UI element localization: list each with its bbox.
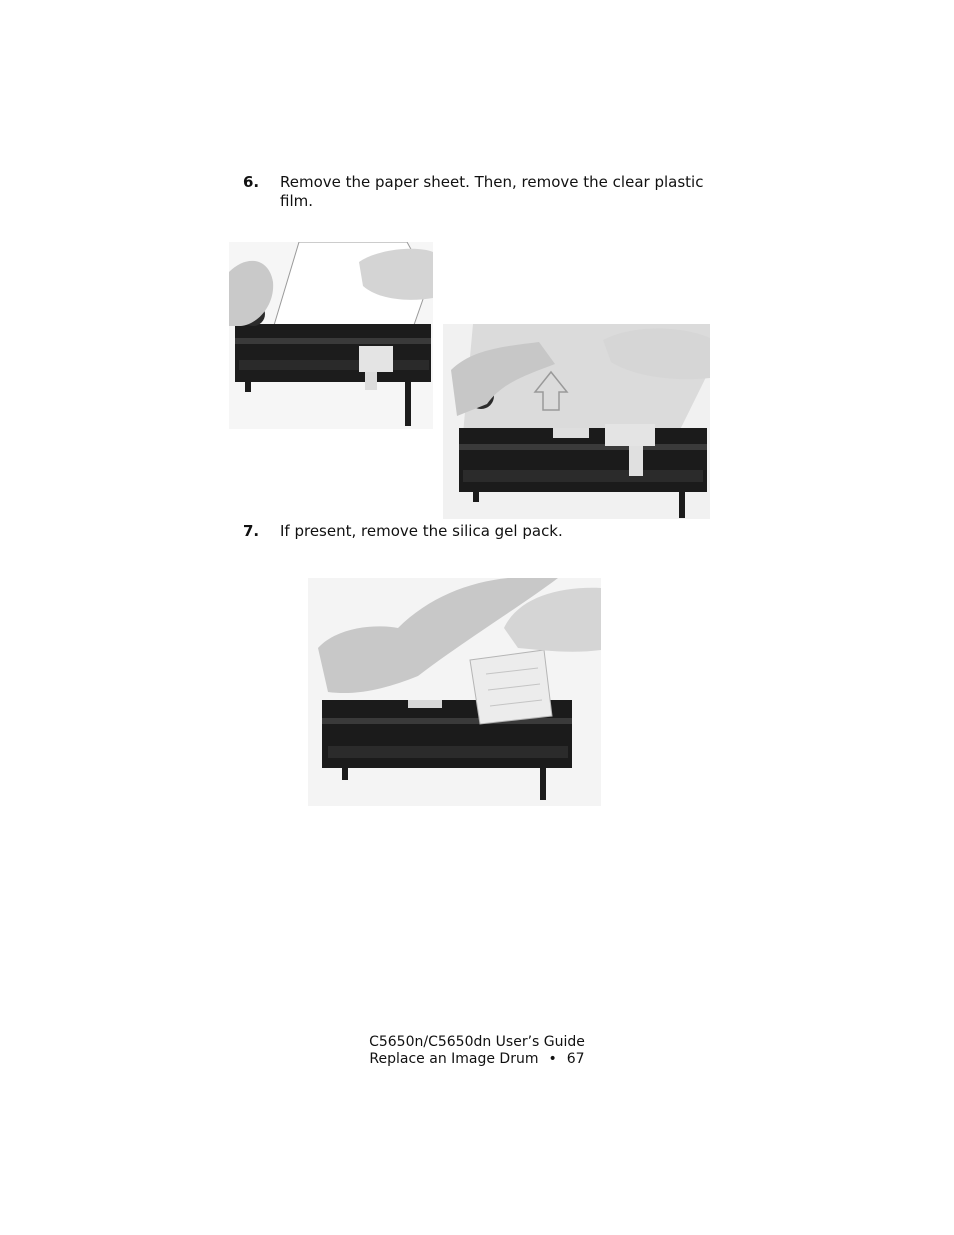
footer-section-name: Replace an Image Drum <box>369 1051 539 1067</box>
step-number: 6. <box>243 173 260 191</box>
step-text: If present, remove the silica gel pack. <box>280 522 563 540</box>
photo-remove-silica-gel-pack <box>308 578 601 806</box>
footer-separator: • <box>548 1051 557 1067</box>
photo-remove-plastic-film <box>443 324 710 519</box>
photo-remove-paper-sheet <box>229 242 433 429</box>
step-number: 7. <box>243 522 260 540</box>
step-text: Remove the paper sheet. Then, remove the clear plastic film. <box>280 173 704 210</box>
footer-guide-title: C5650n/C5650dn User’s Guide <box>369 1034 585 1050</box>
footer-section-line <box>0 1050 954 1068</box>
page-number: 67 <box>566 1051 585 1067</box>
